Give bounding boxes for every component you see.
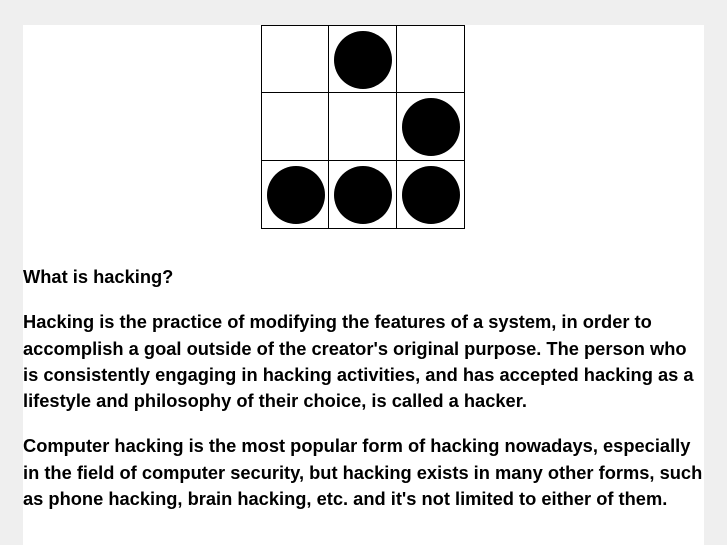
glider-dot bbox=[402, 166, 460, 224]
glider-dot bbox=[334, 31, 392, 89]
paragraph-computer-hacking: Computer hacking is the most popular form of hacking nowadays, especially in the field of computer security, but hacking exists in many other forms, such as phone hacking, brain hacking, etc. and it's not limited to either of them. bbox=[23, 435, 703, 510]
glider-cell-r0-c1 bbox=[329, 25, 397, 93]
glider-cell-r1-c1 bbox=[329, 93, 397, 161]
glider-dot bbox=[334, 166, 392, 224]
glider-cell-r2-c2 bbox=[397, 161, 465, 229]
page-content bbox=[23, 25, 704, 545]
glider-dot bbox=[267, 166, 325, 224]
article-body bbox=[23, 264, 704, 531]
glider-cell-r0-c0 bbox=[261, 25, 329, 93]
paragraph-hacking-definition: Hacking is the practice of modifying the features of a system, in order to accomplish a goal outside of the creator's original purpose. The person who is consistently engaging in hacking activities, and has accepted hacking as a lifestyle and philosophy of their choice, is called a hacker. bbox=[23, 311, 694, 412]
glider-cell-r2-c0 bbox=[261, 161, 329, 229]
glider-cell-r0-c2 bbox=[397, 25, 465, 93]
glider-logo bbox=[261, 25, 465, 229]
glider-cell-r1-c2 bbox=[397, 93, 465, 161]
glider-cell-r1-c0 bbox=[261, 93, 329, 161]
glider-dot bbox=[402, 98, 460, 156]
section-heading: What is hacking? bbox=[23, 266, 174, 287]
glider-cell-r2-c1 bbox=[329, 161, 397, 229]
